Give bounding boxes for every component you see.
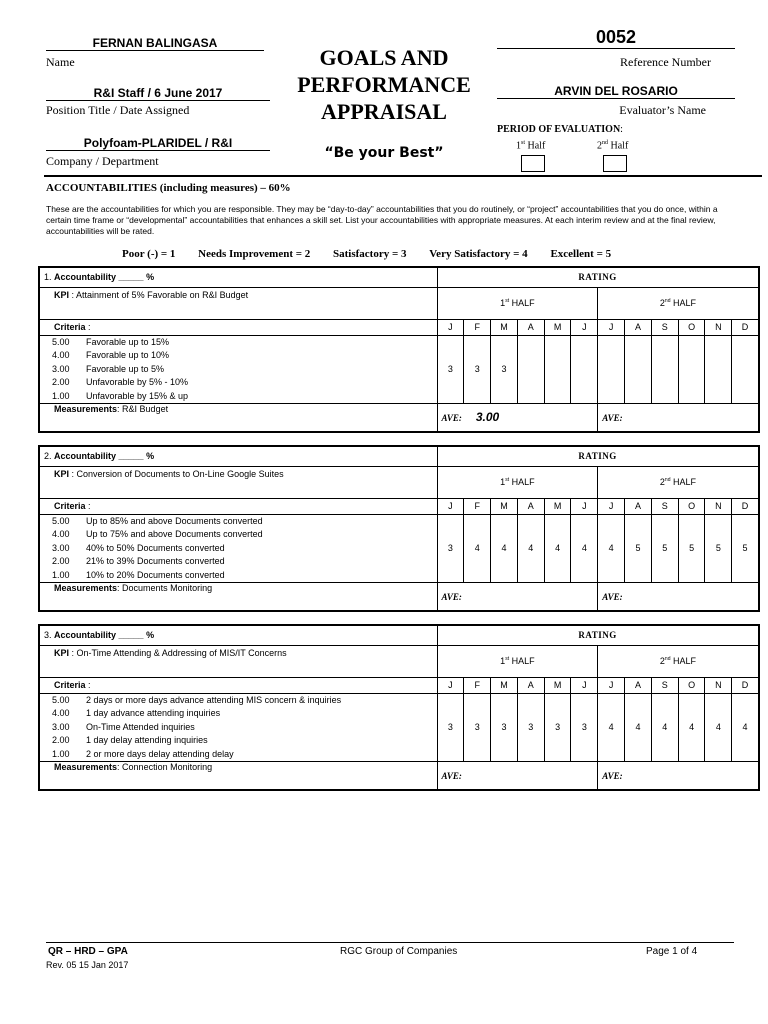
second-half-header: 2nd HALF bbox=[598, 287, 759, 319]
accountability-title: 2. Accountability _____ % bbox=[39, 446, 437, 466]
kpi-cell: KPI : Conversion of Documents to On-Line Google Suites bbox=[39, 466, 437, 498]
month-header: O bbox=[678, 677, 705, 693]
rating-cell[interactable]: 4 bbox=[491, 514, 518, 583]
criteria-list bbox=[39, 693, 437, 762]
position-value: R&I Staff / 6 June 2017 bbox=[46, 86, 270, 101]
accountability-table-2 bbox=[38, 445, 760, 612]
footer-divider bbox=[46, 942, 734, 943]
employee-name: FERNAN BALINGASA bbox=[46, 36, 264, 51]
criteria-item: 1.00 Unfavorable by 15% & up bbox=[52, 390, 189, 401]
month-header: S bbox=[651, 319, 678, 335]
footer-code: QR – HRD – GPA bbox=[48, 946, 128, 957]
rating-cell[interactable]: 4 bbox=[464, 514, 491, 583]
rating-cell[interactable]: 4 bbox=[571, 514, 598, 583]
month-header: M bbox=[544, 677, 571, 693]
month-header: A bbox=[517, 319, 544, 335]
month-header: O bbox=[678, 319, 705, 335]
criteria-item: 2.00 21% to 39% Documents converted bbox=[52, 556, 225, 566]
period-label: PERIOD OF EVALUATION: bbox=[497, 124, 623, 135]
month-header: N bbox=[705, 319, 732, 335]
month-header: F bbox=[464, 677, 491, 693]
month-header: J bbox=[598, 319, 625, 335]
rating-cell[interactable] bbox=[544, 335, 571, 404]
scale-very-satisfactory: Very Satisfactory = 4 bbox=[429, 248, 528, 260]
rating-cell[interactable]: 3 bbox=[437, 693, 464, 762]
rating-cell[interactable]: 3 bbox=[437, 514, 464, 583]
month-header: J bbox=[598, 498, 625, 514]
month-header: M bbox=[491, 498, 518, 514]
month-header: O bbox=[678, 498, 705, 514]
month-header: M bbox=[544, 498, 571, 514]
month-header: M bbox=[491, 677, 518, 693]
scale-needs-improvement: Needs Improvement = 2 bbox=[198, 248, 311, 260]
criteria-item: 3.00 Favorable up to 5% bbox=[52, 363, 165, 374]
measurement-cell: Measurements: Documents Monitoring bbox=[39, 583, 437, 611]
rating-cell[interactable]: 4 bbox=[517, 514, 544, 583]
rating-cell[interactable]: 4 bbox=[705, 693, 732, 762]
rating-cell[interactable]: 4 bbox=[651, 693, 678, 762]
criteria-item: 1.00 2 or more days delay attending delay bbox=[52, 748, 234, 759]
title-line-3: APPRAISAL bbox=[321, 99, 447, 124]
first-half-label: 1st Half bbox=[516, 140, 546, 152]
rating-cell[interactable] bbox=[678, 335, 705, 404]
section-intro: These are the accountabilities for which you are responsible. They may be “day-to-day” accountabilities that you do routinely, or “project” accountabilities that you do once, within a certain time frame or “developmental” accountabilities that enhances a skill set. List your accountabilities with appropriate measures. At each interim review and at the final review, accountabilities will be rated. bbox=[46, 204, 718, 236]
month-header: A bbox=[625, 319, 652, 335]
criteria-item: 5.00 Favorable up to 15% bbox=[52, 336, 170, 347]
criteria-item: 5.00 2 days or more days advance attending MIS concern & inquiries bbox=[52, 694, 342, 705]
company-value: Polyfoam-PLARIDEL / R&I bbox=[46, 136, 270, 151]
rating-scale bbox=[122, 248, 611, 260]
second-half-label: 2nd Half bbox=[597, 140, 629, 152]
month-header: A bbox=[517, 677, 544, 693]
rating-cell[interactable]: 4 bbox=[544, 514, 571, 583]
first-half-average: AVE: 3.00 bbox=[437, 404, 598, 432]
month-header: N bbox=[705, 498, 732, 514]
month-header: J bbox=[571, 319, 598, 335]
accountability-title: 1. Accountability _____ % bbox=[39, 267, 437, 287]
rating-cell[interactable]: 3 bbox=[464, 335, 491, 404]
criteria-item: 3.00 On-Time Attended inquiries bbox=[52, 721, 195, 732]
month-header: J bbox=[437, 319, 464, 335]
month-header: M bbox=[544, 319, 571, 335]
rating-cell[interactable] bbox=[598, 335, 625, 404]
second-half-header: 2nd HALF bbox=[598, 466, 759, 498]
criteria-label: Criteria : bbox=[39, 319, 437, 335]
second-half-header: 2nd HALF bbox=[598, 645, 759, 677]
evaluator-name: ARVIN DEL ROSARIO bbox=[497, 84, 735, 99]
employee-name-label: Name bbox=[46, 55, 75, 69]
month-header: D bbox=[732, 677, 759, 693]
measurement-cell: Measurements: Connection Monitoring bbox=[39, 762, 437, 790]
kpi-cell: KPI : On-Time Attending & Addressing of MIS/IT Concerns bbox=[39, 645, 437, 677]
second-half-average: AVE: bbox=[598, 583, 759, 611]
criteria-label: Criteria : bbox=[39, 677, 437, 693]
month-header: J bbox=[598, 677, 625, 693]
month-header: M bbox=[491, 319, 518, 335]
rating-cell[interactable] bbox=[651, 335, 678, 404]
first-half-header: 1st HALF bbox=[437, 287, 598, 319]
title-line-2: PERFORMANCE bbox=[297, 72, 471, 97]
first-half-average: AVE: bbox=[437, 762, 598, 790]
month-header: S bbox=[651, 498, 678, 514]
criteria-list bbox=[39, 335, 437, 404]
rating-cell[interactable]: 3 bbox=[464, 693, 491, 762]
month-header: J bbox=[571, 677, 598, 693]
reference-label: Reference Number bbox=[620, 55, 711, 69]
rating-cell[interactable]: 5 bbox=[705, 514, 732, 583]
scale-poor: Poor (-) = 1 bbox=[122, 248, 176, 260]
rating-cell[interactable] bbox=[705, 335, 732, 404]
rating-cell[interactable] bbox=[571, 335, 598, 404]
criteria-item: 2.00 Unfavorable by 5% - 10% bbox=[52, 377, 189, 387]
month-header: J bbox=[437, 498, 464, 514]
second-half-checkbox[interactable] bbox=[603, 155, 627, 172]
month-header: D bbox=[732, 319, 759, 335]
header-divider bbox=[44, 175, 762, 177]
first-half-header: 1st HALF bbox=[437, 466, 598, 498]
rating-cell[interactable]: 4 bbox=[732, 693, 759, 762]
rating-header: RATING bbox=[437, 267, 759, 287]
month-header: S bbox=[651, 677, 678, 693]
accountability-title: 3. Accountability _____ % bbox=[39, 625, 437, 645]
criteria-item: 1.00 10% to 20% Documents converted bbox=[52, 569, 225, 580]
accountability-table-3 bbox=[38, 624, 760, 791]
rating-header: RATING bbox=[437, 446, 759, 466]
footer-revision: Rev. 05 15 Jan 2017 bbox=[46, 960, 129, 970]
rating-cell[interactable]: 3 bbox=[491, 693, 518, 762]
rating-cell[interactable] bbox=[625, 335, 652, 404]
rating-cell[interactable] bbox=[517, 335, 544, 404]
rating-cell[interactable]: 5 bbox=[732, 514, 759, 583]
month-header: N bbox=[705, 677, 732, 693]
scale-excellent: Excellent = 5 bbox=[550, 248, 612, 260]
criteria-item: 2.00 1 day delay attending inquiries bbox=[52, 735, 208, 745]
measurement-cell: Measurements: R&I Budget bbox=[39, 404, 437, 432]
criteria-item: 5.00 Up to 85% and above Documents converted bbox=[52, 515, 263, 526]
rating-cell[interactable]: 3 bbox=[544, 693, 571, 762]
first-half-checkbox[interactable] bbox=[521, 155, 545, 172]
criteria-item: 4.00 Favorable up to 10% bbox=[52, 350, 170, 360]
company-label: Company / Department bbox=[46, 154, 159, 168]
month-header: A bbox=[517, 498, 544, 514]
reference-number: 0052 bbox=[497, 27, 735, 49]
month-header: A bbox=[625, 677, 652, 693]
evaluator-label: Evaluator’s Name bbox=[619, 103, 706, 117]
rating-cell[interactable]: 3 bbox=[437, 335, 464, 404]
kpi-cell: KPI : Attainment of 5% Favorable on R&I Budget bbox=[39, 287, 437, 319]
rating-cell[interactable]: 3 bbox=[571, 693, 598, 762]
rating-cell[interactable]: 3 bbox=[491, 335, 518, 404]
month-header: F bbox=[464, 498, 491, 514]
criteria-item: 3.00 40% to 50% Documents converted bbox=[52, 542, 225, 553]
second-half-average: AVE: bbox=[598, 404, 759, 432]
rating-cell[interactable]: 4 bbox=[598, 514, 625, 583]
rating-cell[interactable]: 5 bbox=[678, 514, 705, 583]
month-header: F bbox=[464, 319, 491, 335]
rating-header: RATING bbox=[437, 625, 759, 645]
accountability-table-1 bbox=[38, 266, 760, 433]
rating-cell[interactable]: 3 bbox=[517, 693, 544, 762]
section-heading: ACCOUNTABILITIES (including measures) – 60% bbox=[46, 182, 291, 194]
month-header: J bbox=[437, 677, 464, 693]
rating-cell[interactable] bbox=[732, 335, 759, 404]
position-label: Position Title / Date Assigned bbox=[46, 103, 190, 117]
scale-satisfactory: Satisfactory = 3 bbox=[333, 248, 407, 260]
form-title bbox=[284, 44, 484, 125]
rating-cell[interactable]: 5 bbox=[625, 514, 652, 583]
second-half-average: AVE: bbox=[598, 762, 759, 790]
month-header: J bbox=[571, 498, 598, 514]
rating-cell[interactable]: 5 bbox=[651, 514, 678, 583]
rating-cell[interactable]: 4 bbox=[598, 693, 625, 762]
footer-page: Page 1 of 4 bbox=[646, 946, 698, 957]
criteria-label: Criteria : bbox=[39, 498, 437, 514]
month-header: D bbox=[732, 498, 759, 514]
title-line-1: GOALS AND bbox=[319, 45, 449, 70]
rating-cell[interactable]: 4 bbox=[625, 693, 652, 762]
motto: “Be your Best” bbox=[324, 145, 444, 161]
criteria-item: 4.00 1 day advance attending inquiries bbox=[52, 708, 221, 718]
first-half-header: 1st HALF bbox=[437, 645, 598, 677]
criteria-list bbox=[39, 514, 437, 583]
criteria-item: 4.00 Up to 75% and above Documents converted bbox=[52, 529, 263, 539]
first-half-average: AVE: bbox=[437, 583, 598, 611]
month-header: A bbox=[625, 498, 652, 514]
footer-company: RGC Group of Companies bbox=[340, 946, 458, 957]
rating-cell[interactable]: 4 bbox=[678, 693, 705, 762]
